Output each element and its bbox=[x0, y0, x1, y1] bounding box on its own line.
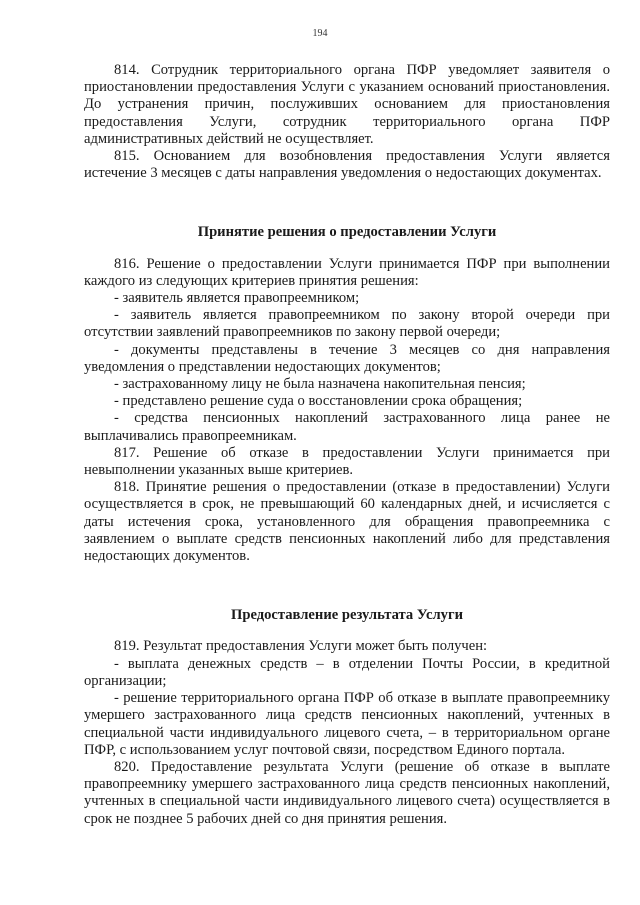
criterion-item: - заявитель является правопреемником по закону второй очереди при отсутствии заявлений правопреемников по закону первой очереди; bbox=[84, 307, 610, 341]
criterion-item: - застрахованному лицу не была назначена накопительная пенсия; bbox=[114, 376, 526, 393]
paragraph-818: 818. Принятие решения о предоставлении (отказе в предоставлении) Услуги осуществляется в срок, не превышающий 60 календарных дней, и исчисляется с даты истечения срока, установленного для обращения правопреемника с заявлением о выплате средств пенсионных накоплений либо для представления недостающих документов. bbox=[84, 479, 610, 565]
section-heading-result: Предоставление результата Услуги bbox=[231, 607, 463, 624]
paragraph-817: 817. Решение об отказе в предоставлении Услуги принимается при невыполнении указанных выше критериев. bbox=[84, 444, 610, 479]
criterion-item: - средства пенсионных накоплений застрахованного лица ранее не выплачивались правопреемникам. bbox=[84, 410, 610, 444]
paragraph-819: 819. Результат предоставления Услуги может быть получен: bbox=[114, 638, 488, 655]
criterion-item: - заявитель является правопреемником; bbox=[114, 290, 360, 307]
result-item: - выплата денежных средств – в отделении Почты России, в кредитной организации; bbox=[84, 655, 610, 689]
section-heading-decision: Принятие решения о предоставлении Услуги bbox=[197, 224, 497, 241]
page-number: 194 bbox=[312, 28, 328, 39]
paragraph-820: 820. Предоставление результата Услуги (решение об отказе в выплате правопреемнику умершего застрахованного лица средств пенсионных накоплений, учтенных в специальной части индивидуального лицевого счета) осуществляется в срок не позднее 5 рабочих дней со дня принятия решения. bbox=[84, 758, 610, 827]
paragraph-815: 815. Основанием для возобновления предоставления Услуги является истечение 3 месяцев с даты направления уведомления о недостающих документах. bbox=[84, 148, 610, 182]
criterion-item: - документы представлены в течение 3 месяцев со дня направления уведомления о представлении недостающих документов; bbox=[84, 341, 610, 375]
criterion-item: - представлено решение суда о восстановлении срока обращения; bbox=[114, 393, 523, 410]
page-content bbox=[84, 62, 610, 828]
paragraph-816: 816. Решение о предоставлении Услуги принимается ПФР при выполнении каждого из следующих критериев принятия решения: bbox=[84, 255, 610, 289]
paragraph-814: 814. Сотрудник территориального органа ПФР уведомляет заявителя о приостановлении предоставления Услуги с указанием оснований приостановления. До устранения причин, послуживших основанием для приостановления предоставления Услуги, сотрудник территориального органа ПФР административных действий не осуществляет. bbox=[84, 62, 610, 147]
result-item: - решение территориального органа ПФР об отказе в выплате правопреемнику умершего застрахованного лица средств пенсионных накоплений, учтенных в специальной части индивидуального лицевого счета, – в территориальном органе ПФР, с использованием услуг почтовой связи, посредством Единого портала. bbox=[84, 690, 610, 758]
